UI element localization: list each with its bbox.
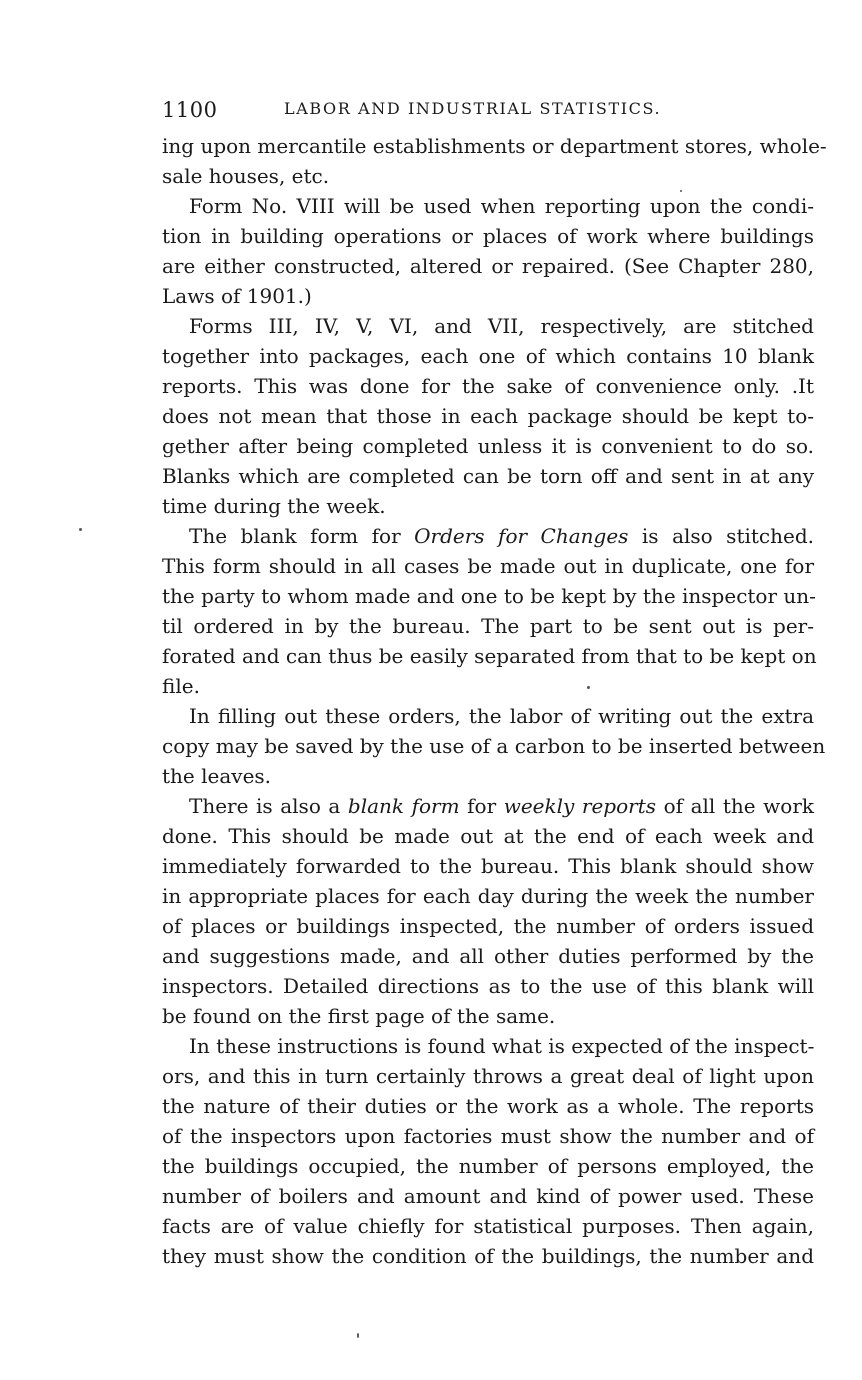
text-line [162,1151,814,1181]
text-line [162,131,827,161]
text-run: in appropriate places for each day during the week the number [162,884,814,908]
text-line [162,791,814,821]
text-run: of the inspectors upon factories must show the number and of [162,1124,814,1148]
text-line [162,971,814,1001]
text-run: inspectors. Detailed directions as to the use of this blank will [162,974,814,998]
italic-phrase: blank form [347,794,460,818]
text-line [162,551,814,581]
italic-phrase: weekly reports [503,794,656,818]
text-line [162,821,814,851]
page-number: 1100 [162,98,218,122]
text-run: reports. This was done for the sake of convenience only. .It [162,374,814,398]
text-line [162,1061,814,1091]
text-line [162,521,814,551]
text-run: number of boilers and amount and kind of power used. These [162,1184,814,1208]
text-run: In these instructions is found what is expected of the inspect- [189,1034,815,1058]
scan-speck [79,528,82,531]
text-run: is also stitched. [628,524,814,548]
text-run: be found on the first page of the same. [162,1004,556,1028]
text-line [162,461,814,491]
text-run: are either constructed, altered or repaired. (See Chapter 280, [162,254,814,278]
text-run: sale houses, etc. [162,164,330,188]
text-run: the party to whom made and one to be kept by the inspector un- [162,584,816,608]
text-run: facts are of value chiefly for statistical purposes. Then again, [162,1214,814,1238]
text-line [162,761,814,791]
text-line [162,1091,814,1121]
text-line [162,251,814,281]
italic-phrase: Orders for Changes [414,524,629,548]
text-run: they must show the condition of the buildings, the number and [162,1244,814,1268]
text-run: done. This should be made out at the end of each week and [162,824,814,848]
scan-speck [587,686,590,689]
book-page [162,95,827,1271]
text-line [162,731,826,761]
text-line [162,581,814,611]
text-run: ing upon mercantile establishments or department stores, whole- [162,134,827,158]
text-run: together into packages, each one of which contains 10 blank [162,344,814,368]
text-run: til ordered in by the bureau. The part to be sent out is per- [162,614,814,638]
body-text [162,131,827,1271]
text-line [162,1241,814,1271]
text-run: file. [162,674,200,698]
text-line [162,851,814,881]
text-run: copy may be saved by the use of a carbon to be inserted between [162,734,826,758]
text-run: Laws of 1901.) [162,284,312,308]
text-line [162,431,814,461]
text-line [162,881,814,911]
text-run: Forms III, IV, V, VI, and VII, respectively, are stitched [189,314,814,338]
text-line [162,911,814,941]
text-run: Blanks which are completed can be torn off and sent in at any [162,464,814,488]
text-line [162,371,814,401]
text-run: This form should in all cases be made out in duplicate, one for [162,554,814,578]
text-run: gether after being completed unless it is convenient to do so. [162,434,814,458]
text-line [162,161,814,191]
text-run: the leaves. [162,764,272,788]
text-line [162,671,814,701]
paragraph [162,1031,814,1271]
running-title: LABOR AND INDUSTRIAL STATISTICS. [284,99,662,118]
text-line [162,701,814,731]
paragraph [162,131,827,191]
paragraph [162,701,826,791]
text-line [162,1031,814,1061]
text-run: the buildings occupied, the number of persons employed, the [162,1154,814,1178]
text-run: In filling out these orders, the labor of writing out the extra [189,704,814,728]
text-line [162,341,814,371]
text-line [162,611,814,641]
text-line [162,641,817,671]
running-head [162,95,814,131]
scan-speck [680,190,682,192]
text-line [162,1181,814,1211]
text-run: and suggestions made, and all other duties performed by the [162,944,814,968]
text-line [162,191,814,221]
text-run: the nature of their duties or the work as a whole. The reports [162,1094,814,1118]
text-run: tion in building operations or places of work where buildings [162,224,814,248]
text-line [162,941,814,971]
paragraph [162,791,814,1031]
paragraph [162,521,817,701]
text-line [162,1001,814,1031]
text-run: ors, and this in turn certainly throws a great deal of light upon [162,1064,814,1088]
text-line [162,491,814,521]
text-run: of places or buildings inspected, the number of orders issued [162,914,814,938]
text-line [162,221,814,251]
text-run: does not mean that those in each package should be kept to- [162,404,814,428]
text-run: time during the week. [162,494,386,518]
paragraph [162,311,814,521]
text-run: for [459,794,504,818]
text-line [162,1211,814,1241]
text-run: The blank form for [189,524,415,548]
text-line [162,281,814,311]
text-run: Form No. VIII will be used when reporting upon the condi- [189,194,814,218]
text-run: immediately forwarded to the bureau. This blank should show [162,854,814,878]
text-run: of all the work [656,794,815,818]
text-line [162,1121,814,1151]
text-run: forated and can thus be easily separated from that to be kept on [162,644,817,668]
text-line [162,401,814,431]
text-run: There is also a [189,794,348,818]
paragraph [162,191,814,311]
text-line [162,311,814,341]
scan-speck [357,1333,359,1338]
